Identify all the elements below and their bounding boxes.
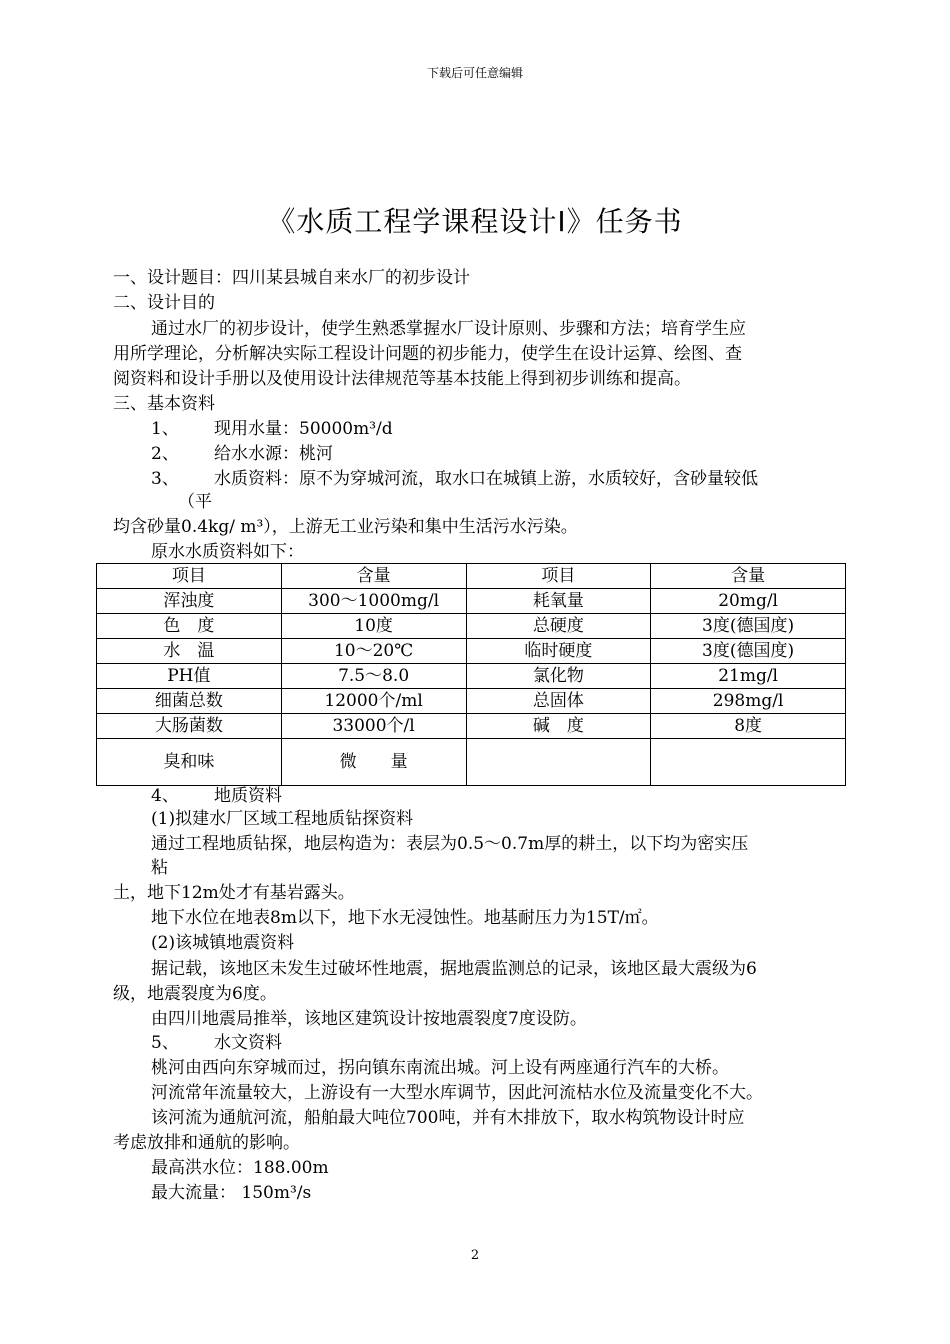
table-cell: 臭和味: [97, 739, 282, 786]
table-cell: 耗氧量: [466, 589, 651, 614]
item-3-line-2: 均含砂量0.4kg/ m³），上游无工业污染和集中生活污水污染。: [113, 517, 578, 537]
table-cell: 300～1000mg/l: [281, 589, 466, 614]
table-intro: 原水水质资料如下：: [151, 542, 304, 562]
table-cell: 水 温: [97, 639, 282, 664]
table-cell: 33000个/l: [281, 714, 466, 739]
section-1-heading: 一、设计题目：四川某县城自来水厂的初步设计: [113, 268, 470, 288]
table-header-cell: 含量: [281, 564, 466, 589]
table-cell: 3度(德国度): [651, 639, 846, 664]
paragraph-line: 级，地震裂度为6度。: [113, 984, 277, 1004]
section-2-heading: 二、设计目的: [113, 293, 215, 313]
paragraph-line: 土，地下12m处才有基岩露头。: [113, 883, 355, 903]
item-3-number: 3、: [151, 469, 179, 489]
paragraph-line: 最大流量： 150m³/s: [151, 1183, 312, 1203]
item-4-text: 地质资料: [214, 786, 282, 806]
table-cell: 色 度: [97, 614, 282, 639]
table-header-cell: 项目: [466, 564, 651, 589]
paragraph-line: 由四川地震局推举，该地区建筑设计按地震裂度7度设防。: [151, 1009, 587, 1029]
paragraph-line: 通过水厂的初步设计，使学生熟悉掌握水厂设计原则、步骤和方法；培育学生应: [151, 319, 746, 339]
table-cell: 浑浊度: [97, 589, 282, 614]
item-2-text: 给水水源：桃河: [214, 444, 333, 464]
table-header-row: [97, 564, 846, 589]
item-1-number: 1、: [151, 419, 179, 439]
paragraph-line: 据记载，该地区未发生过破坏性地震，据地震监测总的记录，该地区最大震级为6: [151, 959, 757, 979]
table-cell: 碱 度: [466, 714, 651, 739]
table-cell: 3度(德国度): [651, 614, 846, 639]
page-title: 《水质工程学课程设计I》任务书: [267, 205, 683, 238]
table-cell: 总固体: [466, 689, 651, 714]
paragraph-line: 粘: [151, 858, 168, 878]
table-cell: 21mg/l: [651, 664, 846, 689]
table-header-cell: 含量: [651, 564, 846, 589]
table-cell: 20mg/l: [651, 589, 846, 614]
table-row: [97, 589, 846, 614]
table-cell: 临时硬度: [466, 639, 651, 664]
table-cell: 12000个/ml: [281, 689, 466, 714]
subsection-heading: (2)该城镇地震资料: [151, 933, 295, 953]
table-cell: 微 量: [281, 739, 466, 786]
table-cell: 10度: [281, 614, 466, 639]
table-row: [97, 714, 846, 739]
paragraph-line: 用所学理论，分析解决实际工程设计问题的初步能力，使学生在设计运算、绘图、查: [113, 344, 742, 364]
table-cell: [466, 739, 651, 786]
paragraph-line: 桃河由西向东穿城而过，拐向镇东南流出城。河上设有两座通行汽车的大桥。: [151, 1058, 729, 1078]
paragraph-line: 最高洪水位：188.00m: [151, 1158, 329, 1178]
item-1-text: 现用水量：50000m³/d: [214, 419, 393, 439]
paragraph-line: 阅资料和设计手册以及使用设计法律规范等基本技能上得到初步训练和提高。: [113, 369, 691, 389]
table-cell: 8度: [651, 714, 846, 739]
water-quality-table: [96, 563, 846, 786]
item-5-text: 水文资料: [214, 1033, 282, 1053]
table-cell: [651, 739, 846, 786]
table-row: [97, 739, 846, 786]
paragraph-line: 通过工程地质钻探，地层构造为：表层为0.5～0.7m厚的耕土，以下均为密实压: [151, 834, 749, 854]
paragraph-line: 河流常年流量较大，上游设有一大型水库调节，因此河流枯水位及流量变化不大。: [151, 1083, 763, 1103]
table-cell: 298mg/l: [651, 689, 846, 714]
paragraph-line: 该河流为通航河流，船舶最大吨位700吨，并有木排放下，取水构筑物设计时应: [151, 1108, 745, 1128]
item-3-text: 水质资料：原不为穿城河流，取水口在城镇上游，水质较好，含砂量较低: [214, 469, 758, 489]
page-number: 2: [470, 1248, 480, 1263]
table-header-cell: 项目: [97, 564, 282, 589]
table-cell: 氯化物: [466, 664, 651, 689]
table-row: [97, 639, 846, 664]
table-cell: 细菌总数: [97, 689, 282, 714]
table-cell: 大肠菌数: [97, 714, 282, 739]
paragraph-line: 地下水位在地表8m以下，地下水无浸蚀性。地基耐压力为15T/㎡。: [151, 908, 659, 928]
item-2-number: 2、: [151, 444, 179, 464]
table-cell: 7.5～8.0: [281, 664, 466, 689]
table-cell: 10～20℃: [281, 639, 466, 664]
table-row: [97, 664, 846, 689]
table-cell: PH值: [97, 664, 282, 689]
paragraph-line: 考虑放排和通航的影响。: [113, 1133, 300, 1153]
table-cell: 总硬度: [466, 614, 651, 639]
subsection-heading: (1)拟建水厂区域工程地质钻探资料: [151, 809, 414, 829]
table-row: [97, 614, 846, 639]
item-3-continuation: （平: [178, 492, 212, 512]
table-row: [97, 689, 846, 714]
section-3-heading: 三、基本资料: [113, 394, 215, 414]
item-5-number: 5、: [151, 1033, 179, 1053]
item-4-number: 4、: [151, 786, 179, 806]
header-note: 下载后可任意编辑: [426, 66, 523, 80]
